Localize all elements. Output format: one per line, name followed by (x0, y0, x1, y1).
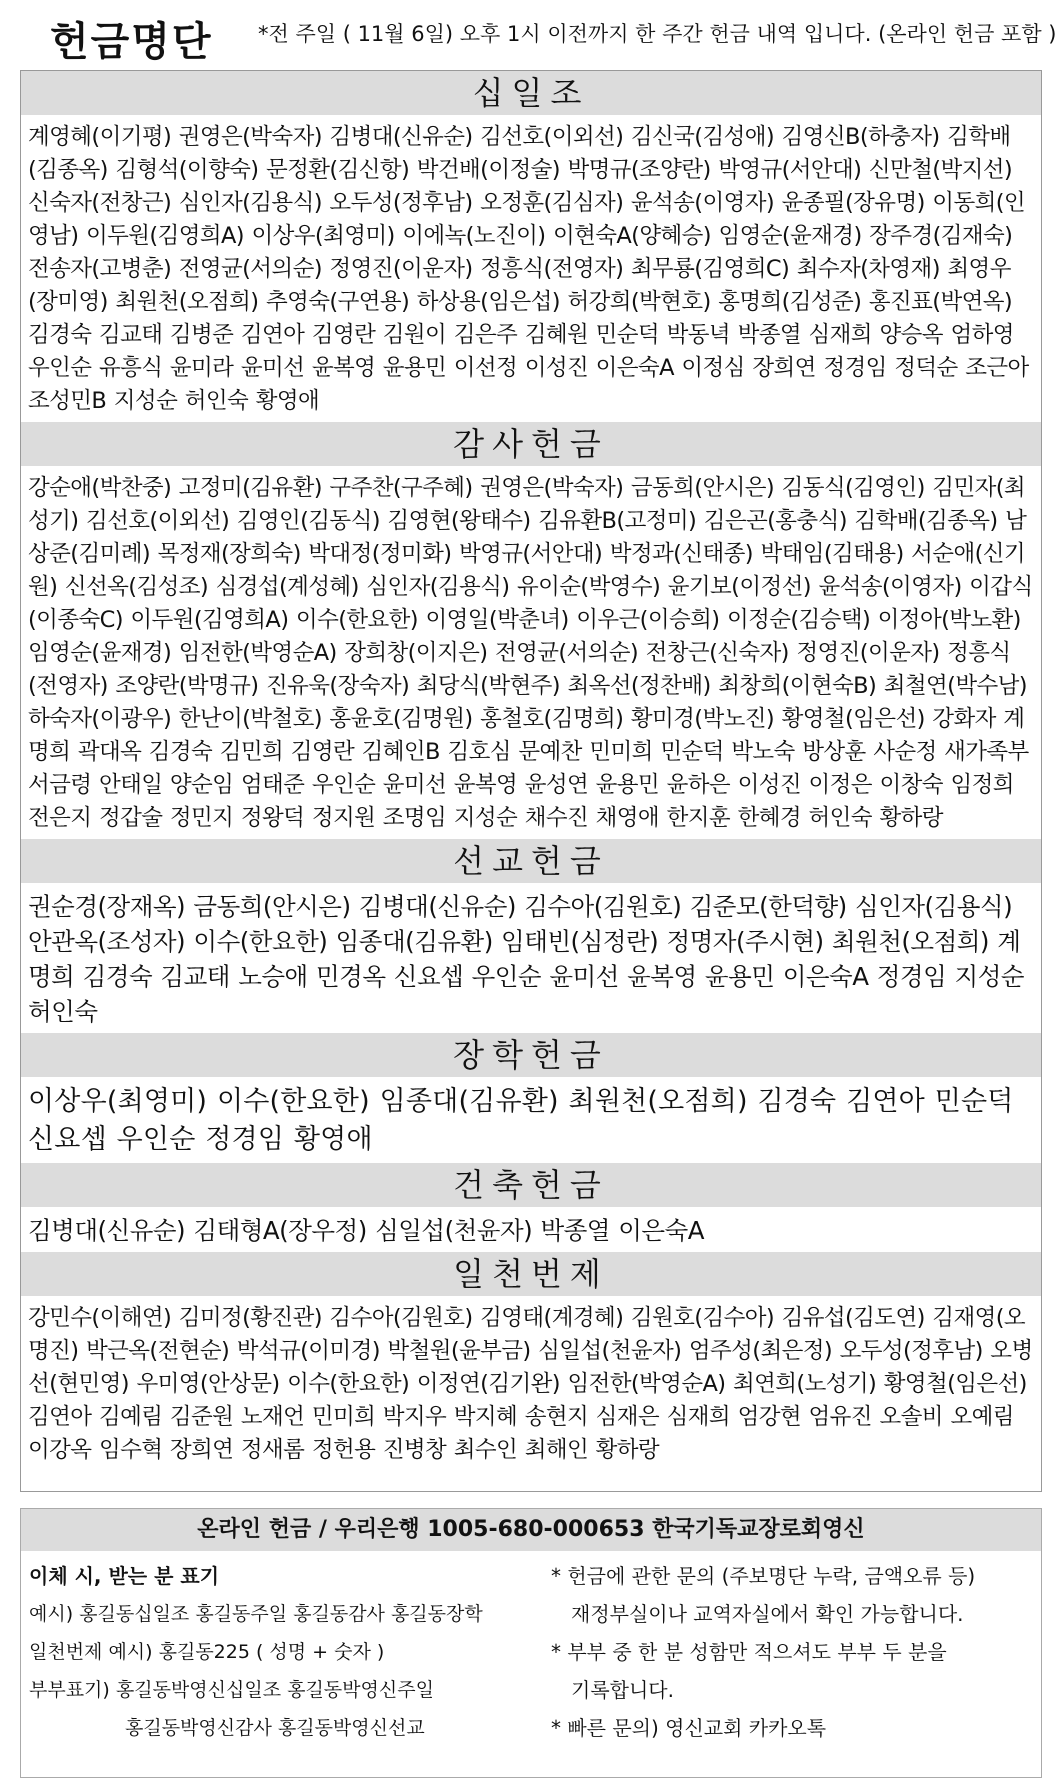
transfer-example-4: 홍길동박영신감사 홍길동박영신선교 (125, 1717, 425, 1739)
section-title-scholarship: 장학헌금 (21, 1033, 1041, 1077)
page-header (22, 0, 1057, 65)
transfer-guide-heading: 이체 시, 받는 분 표기 (29, 1564, 220, 1588)
inquiry-note-3: * 빠른 문의) 영신교회 카카오톡 (551, 1716, 827, 1740)
names-building: 김병대(신유순) 김태형A(장우정) 심일섭(천윤자) 박종열 이은숙A (28, 1216, 705, 1245)
bank-account-bar: 온라인 헌금 / 우리은행 1005-680-000653 한국기독교장로회영신 (21, 1509, 1041, 1551)
names-thanksgiving: 강순애(박찬중) 고정미(김유환) 구주찬(구주혜) 권영은(박숙자) 금동희(안시은) 김동식(김영인) 김민자(최성기) 김선호(이외선) 김영인(김동식) 김영현(왕태수) 김유환B(고정미) 김은곤(홍충식) 김학배(김종옥) 남상준(김미례) 목정재(장희숙) 박대정(정미화) 박영규(서안대) 박정과(신태종) 박태임(김태용) 서순애(신기원) 신선옥(김성조) 심경섭(계성혜) 심인자(김용식) 유이순(박영수) 윤기보(이정선) 윤석송(이영자) 이갑식(이종숙C) 이두원(김영희A) 이수(한요한) 이영일(박춘녀) 이우근(이승희) 이정순(김승택) 이정아(박노환) 임영순(윤재경) 임전한(박영순A) 장희창(이지은) 전영균(서의순) 전창근(신숙자) 정영진(이운자) 정흥식(전영자) 조양란(박명규) 진유욱(장숙자) 최당식(박현주) 최옥선(정찬배) 최창희(이현숙B) 최철연(박수남) 하숙자(이광우) 한난이(박철호) 홍윤호(김명원) 홍철호(김명희) 황미경(박노진) 황영철(임은선) 강화자 계명희 곽대옥 김경숙 김민희 김영란 김혜인B 김호심 문예찬 민미희 민순덕 박노숙 방상훈 사순정 새가족부 서금령 안태일 양순임 엄태준 우인순 윤미선 윤복영 윤성연 윤용민 윤하은 이성진 이정은 이창숙 임정희 전은지 정갑술 정민지 정왕덕 정지원 조명임 지성순 채수진 채영애 한지훈 한혜경 허인숙 황하랑 (28, 475, 1033, 831)
section-title-thanksgiving: 감사헌금 (21, 422, 1041, 466)
section-building (21, 1163, 1041, 1252)
names-thousand-offerings: 강민수(이해연) 김미정(황진관) 김수아(김원호) 김영태(계경혜) 김원호(김수아) 김유섭(김도연) 김재영(오명진) 박근옥(전현순) 박석규(이미경) 박철원(윤부금) 심일섭(천윤자) 엄주성(최은정) 오두성(정후남) 오병선(현민영) 우미영(안상문) 이수(한요한) 이정연(김기완) 임전한(박영순A) 최연희(노성기) 황영철(임은선) 김연아 김예림 김준원 노재언 민미희 박지우 박지혜 송현지 심재은 심재희 엄강현 엄유진 오솔비 오예림 이강옥 임수혁 장희연 정새롬 정헌용 진병창 최수인 최해인 황하랑 (28, 1305, 1033, 1463)
transfer-example-1: 예시) 홍길동십일조 홍길동주일 홍길동감사 홍길동장학 (29, 1603, 483, 1625)
inquiry-note-1-cont: 재정부실이나 교역자실에서 확인 가능합니다. (571, 1602, 964, 1626)
period-note: *전 주일 ( 11월 6일) 오후 1시 이전까지 한 주간 헌금 내역 입니다. (온라인 헌금 포함 ) (258, 22, 1057, 46)
names-scholarship: 이상우(최영미) 이수(한요한) 임종대(김유환) 최원천(오점희) 김경숙 김연아 민순덕 신요셉 우인순 정경임 황영애 (28, 1086, 1014, 1155)
section-thanksgiving (21, 422, 1041, 839)
transfer-example-2: 일천번제 예시) 홍길동225 ( 성명 + 숫자 ) (29, 1641, 385, 1663)
section-title-building: 건축헌금 (21, 1163, 1041, 1207)
section-mission (21, 839, 1041, 1033)
section-title-tithe: 십일조 (21, 71, 1041, 115)
names-tithe: 계영혜(이기평) 권영은(박숙자) 김병대(신유순) 김선호(이외선) 김신국(김성애) 김영신B(하충자) 김학배(김종옥) 김형석(이향숙) 문정환(김신항) 박건배(이정술) 박명규(조양란) 박영규(서안대) 신만철(박지선) 신숙자(전창근) 심인자(김용식) 오두성(정후남) 오정훈(김심자) 윤석송(이영자) 윤종필(장유명) 이동희(인영남) 이두원(김영희A) 이상우(최영미) 이에녹(노진이) 이현숙A(양혜승) 임영순(윤재경) 장주경(김재숙) 전송자(고병춘) 전영균(서의순) 정영진(이운자) 정흥식(전영자) 최무룡(김영희C) 최수자(차영재) 최영우(장미영) 최원천(오점희) 추영숙(구연용) 하상용(임은섭) 허강희(박현호) 홍명희(김성준) 홍진표(박연옥) 김경숙 김교태 김병준 김연아 김영란 김원이 김은주 김혜원 민순덕 박동녁 박종열 심재희 양승옥 엄하영 우인순 유흥식 윤미라 윤미선 윤복영 윤용민 이선정 이성진 이은숙A 이정심 장희연 정경임 정덕순 조근아 조성민B 지성순 허인숙 황영애 (28, 124, 1029, 414)
section-title-thousand-offerings: 일천번제 (21, 1252, 1041, 1296)
inquiry-notes (551, 1557, 1031, 1747)
online-offering-info (20, 1508, 1042, 1778)
inquiry-note-1: * 헌금에 관한 문의 (주보명단 누락, 금액오류 등) (551, 1564, 976, 1588)
inquiry-note-2: * 부부 중 한 분 성함만 적으셔도 부부 두 분을 (551, 1640, 947, 1664)
section-scholarship (21, 1033, 1041, 1163)
offering-list-box (20, 70, 1042, 1492)
section-thousand-offerings (21, 1252, 1041, 1471)
section-tithe (21, 71, 1041, 422)
transfer-guide (29, 1557, 559, 1747)
transfer-example-3: 부부표기) 홍길동박영신십일조 홍길동박영신주일 (29, 1679, 434, 1701)
names-mission: 권순경(장재옥) 금동희(안시은) 김병대(신유순) 김수아(김원호) 김준모(한덕향) 심인자(김용식) 안관옥(조성자) 이수(한요한) 임종대(김유환) 임태빈(심정란) 정명자(주시현) 최원천(오점희) 계명희 김경숙 김교태 노승애 민경옥 신요셉 우인순 윤미선 윤복영 윤용민 이은숙A 정경임 지성순 허인숙 (28, 892, 1025, 1026)
page-title: 헌금명단 (50, 18, 213, 65)
section-title-mission: 선교헌금 (21, 839, 1041, 883)
inquiry-note-2-cont: 기록합니다. (571, 1678, 674, 1702)
